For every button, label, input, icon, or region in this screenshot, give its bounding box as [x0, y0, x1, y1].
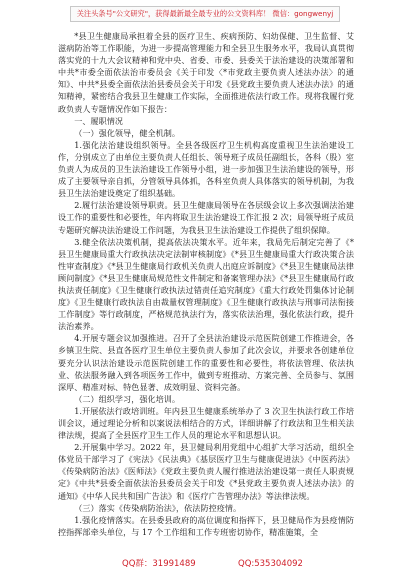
paragraph-study: 2.开展集中学习。2022 年，县卫健局利用党组中心组扩大学习活动，组织全体党员干部学习了《宪法》《民法典》《基层医疗卫生与健康促进法》《中医药法》《传染病防治法》《医师法》《党政主要负责人履行推进法治建设第一责任人职责规定》《中共*县委全面依法治县委员会关于印发《*县党政主要负责人述法办法》的通知》《中华人民共和国广告法》和《医疗广告管理办法》等法律法规。 [58, 442, 354, 501]
subsection-heading-3: （三）落实《传染病防治法》，依法防控疫情。 [74, 502, 242, 513]
paragraph-leadership: 1.强化法治建设组织领导。全县各级医疗卫生机构高度重视卫生法治建设工作，分别成立了由单位主要负责人任组长、领导班子成员任副组长，各科（股）室负责人为成员的卫生法治建设工作领导小组，进一步加强卫生法治建设的领导，形成了主要领导亲自抓，分管领导具体抓，各科室负责人具体落实的领导机制，为我县卫生法治建设奠定了组织基础。 [58, 139, 354, 199]
subsection-heading-2: （二）组织学习，强化培训。 [74, 393, 181, 404]
paragraph-duties: 2.履行法治建设领导职责。县卫生健康局领导在各层级会议上多次强调法治建设工作的重要性和必要性，年内将取卫生法治建设工作汇报 2 次；局领导班子成员专题研究解决法治建设工作问题，为我县卫生法治建设工作提供了组织保障。 [58, 200, 354, 235]
section-heading-1: 一、履职情况 [74, 115, 124, 126]
qq-number-text: QQ:535304092 [238, 559, 303, 569]
paragraph-training: 1.开展依法行政培训班。年内县卫生健康系统举办了 3 次卫生执法行政工作培训会议，通过理论分析和以案说法相结合的方式，详细讲解了行政法和卫生相关法律法规，提高了全县医疗卫生工作人员的理论水平和思想认识。 [58, 405, 354, 441]
paragraph-epidemic: 1.强化疫情落实。在县委县政府的高位调度和指挥下，县卫健局作为县疫情防控指挥部牵头单位，与 17 个工作组和工作专班密切协作，精准施策，全 [58, 514, 354, 537]
paragraph-decision-mechanism: 3.健全依法决策机制，提高依法决策水平。近年来，我局先后制定完善了《*县卫生健康局重大行政执法决定法制审核制度》《*县卫生健康局重大行政决策合法性审查制度》《*县卫生健康局行政机关负责人出庭应诉制度》《*县卫生健康局法律顾问制度》《*县卫生健康局规范性文件制定和备案管理办法》《*县卫生健康局行政执法责任制度》《卫生健康行政执法过错责任追究制度》《重大行政处罚集体讨论制度》《卫生健康行政执法自由裁量权管理制度》《卫生健康行政执法与刑事司法衔接工作制度》等行政制度，严格规范执法行为，落实依法治理，强化依法行政，提升法治素养。 [58, 236, 354, 332]
promo-banner-text: 关注头条号"公文研究"，获得最新最全最专业的公文资料库！ 微信：gongwenyj [70, 6, 340, 22]
footer-contact [0, 556, 408, 572]
qq-group-text: QQ群：31991489 [122, 559, 196, 569]
subsection-heading-1: （一）强化领导，健全机制。 [74, 127, 181, 138]
document-body [58, 30, 354, 538]
paragraph-special-meetings: 4.开展专题会议加强推进。召开了全县法治建设示范医院创建工作推进会，各乡镇卫生院、县直各医疗卫生单位主要负责人参加了此次会议，并要求各创建单位要充分认识法治建设示范医院创建工作的重要性和必要性，将依法管理、依法执业、依法服务融入到各项医务工作中，做到专班推动、方案完善、全员参与、氛围深厚、精准对标、特色显著、成效明显、资料完备。 [58, 333, 354, 392]
intro-paragraph: *县卫生健康局承担着全县的医疗卫生、疾病预防、妇幼保健、卫生监督、艾滋病防治等工作职能，为进一步提高管理能力和全县卫生服务水平，我局认真贯彻落实党的十九大会议精神和党中央、省委、市委、县委关于法治建设的决策部署和中共*市委全面依法治市委员会《关于印发〈*市党政主要负责人述法办法〉的通知》、中共*县委全面依法治县委员会关于印发《县党政主要负责人述法办法》的通知精神，紧密结合我县卫生健康工作实际，全面推进依法行政工作。现将我履行党政负责人专题情况作如下报告： [58, 31, 354, 114]
